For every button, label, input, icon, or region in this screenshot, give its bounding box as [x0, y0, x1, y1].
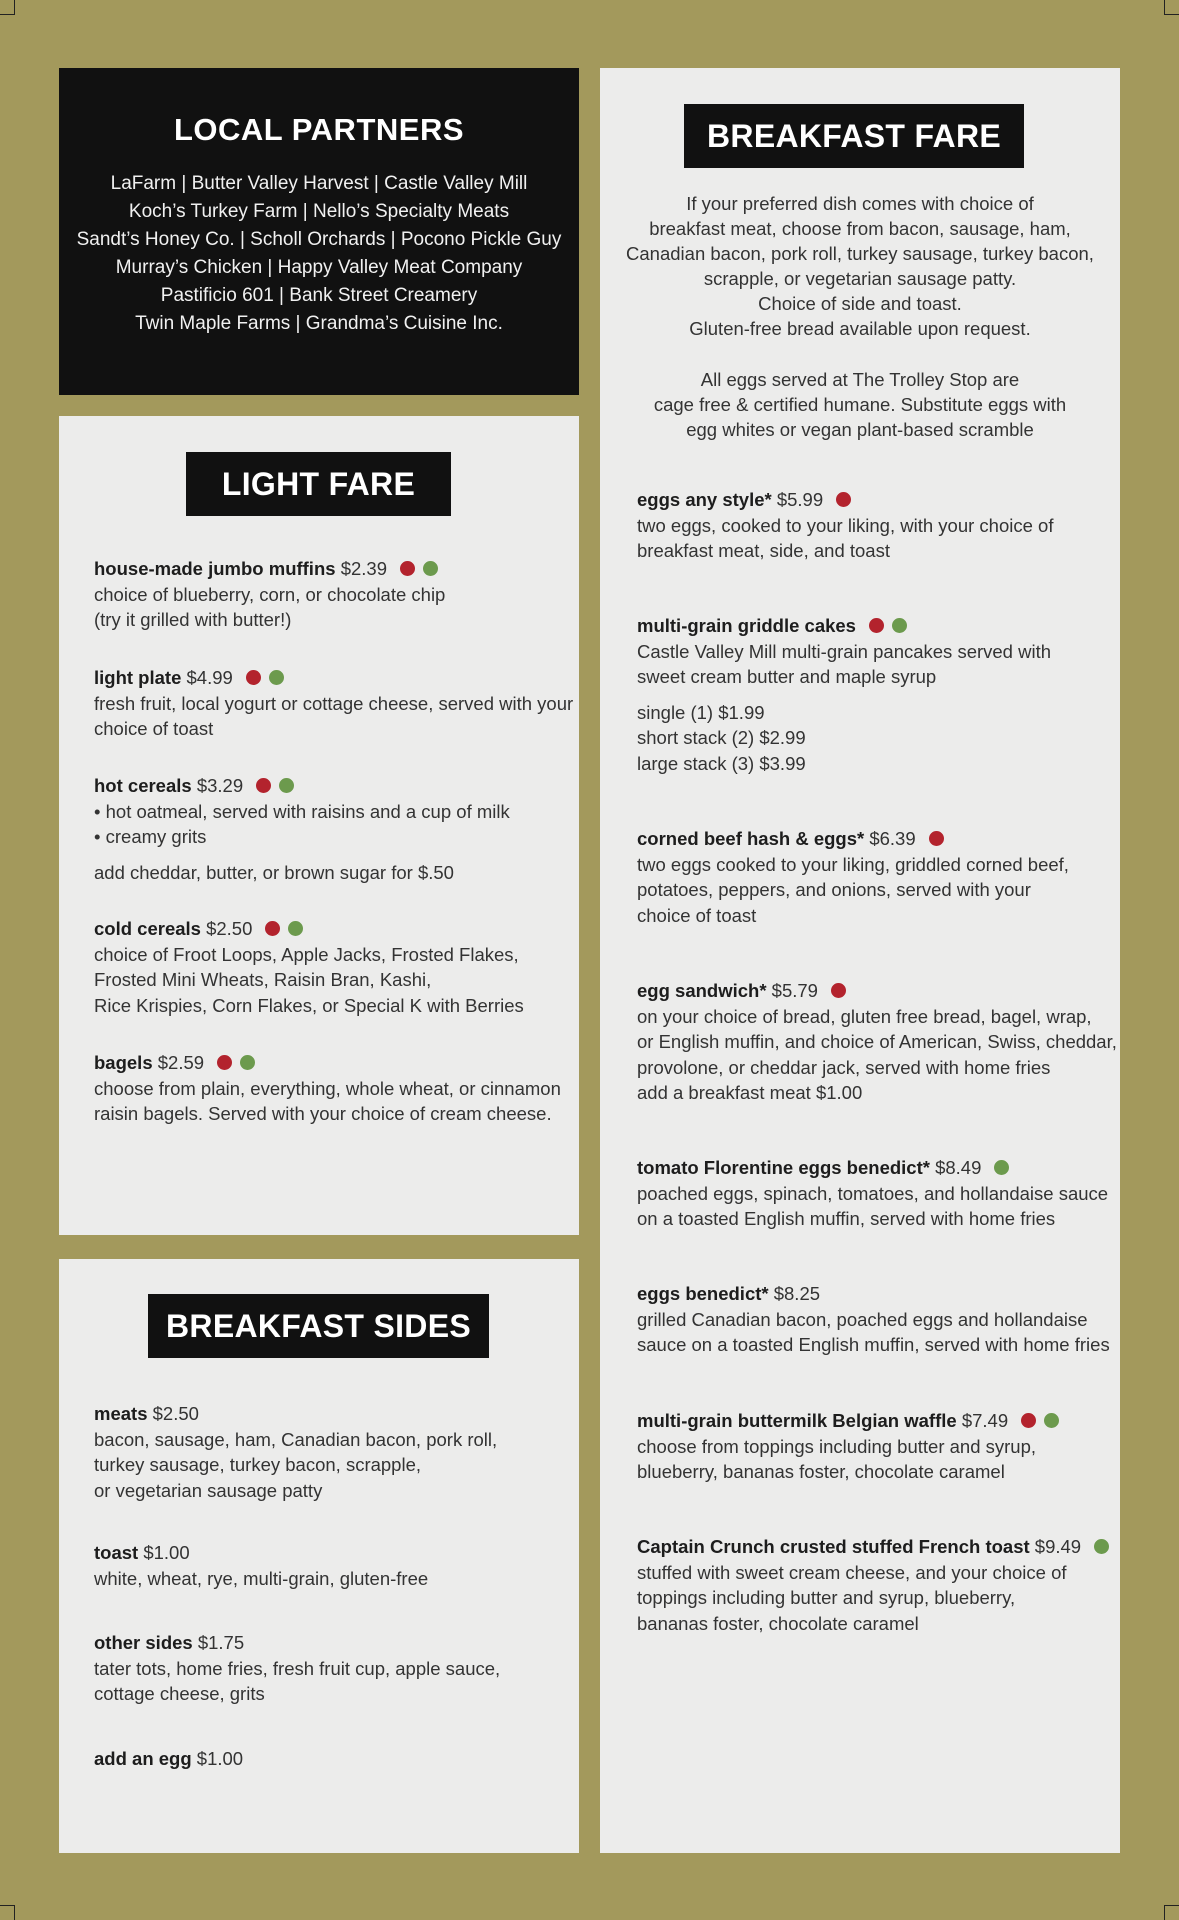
- item-description-line: choice of toast: [637, 904, 757, 926]
- item-description-line: or English muffin, and choice of American, Swiss, cheddar,: [637, 1031, 1117, 1052]
- breakfast-sides-panel: [59, 1259, 579, 1853]
- crop-mark-bottom-right: [1164, 1905, 1179, 1920]
- item-description-line: choose from toppings including butter and syrup,: [637, 1435, 1037, 1457]
- item-description-line: grilled Canadian bacon, poached eggs and hollandaise: [637, 1308, 1088, 1330]
- item-description-line: on your choice of bread, gluten free bread, bagel, wrap,: [637, 1005, 1092, 1027]
- red-dot-icon: [246, 670, 261, 685]
- intro-line: breakfast meat, choose from bacon, sausage, ham,: [649, 218, 1071, 239]
- eggs-note: [600, 367, 1120, 442]
- menu-item-captain-crunch-french-toast: [637, 1534, 1110, 1636]
- item-name: multi-grain buttermilk Belgian waffle: [637, 1410, 957, 1431]
- item-description-line: tater tots, home fries, fresh fruit cup, apple sauce,: [94, 1657, 501, 1679]
- item-name: meats: [94, 1403, 148, 1424]
- item-price: $1.00: [196, 1748, 244, 1769]
- item-price: $5.79: [771, 980, 818, 1001]
- item-description-line: bacon, sausage, ham, Canadian bacon, pork roll,: [94, 1428, 498, 1450]
- intro-line: Gluten-free bread available upon request.: [689, 318, 1031, 339]
- item-description-line: • hot oatmeal, served with raisins and a cup of milk: [94, 800, 510, 822]
- red-dot-icon: [256, 778, 271, 793]
- item-price: $7.49: [961, 1410, 1009, 1431]
- menu-item-meats: [94, 1401, 559, 1503]
- red-dot-icon: [831, 983, 846, 998]
- partners-line: Sandt’s Honey Co. | Scholl Orchards | Pocono Pickle Guy: [76, 229, 562, 250]
- partners-line: Twin Maple Farms | Grandma’s Cuisine Inc.: [135, 313, 503, 334]
- item-name: eggs benedict*: [637, 1283, 769, 1304]
- green-dot-icon: [240, 1055, 255, 1070]
- item-description-line: bananas foster, chocolate caramel: [637, 1612, 919, 1634]
- item-heading: [94, 916, 559, 942]
- menu-item-other-sides: [94, 1630, 559, 1707]
- intro-line: If your preferred dish comes with choice of: [686, 193, 1034, 214]
- menu-item-belgian-waffle: [637, 1408, 1110, 1485]
- item-extra-line: short stack (2) $2.99: [637, 727, 806, 748]
- item-name: egg sandwich*: [637, 980, 767, 1001]
- item-description-line: choice of Froot Loops, Apple Jacks, Frosted Flakes,: [94, 943, 519, 965]
- green-dot-icon: [892, 618, 907, 633]
- menu-item-light-plate: [94, 665, 574, 742]
- item-heading: [94, 1630, 559, 1656]
- item-heading: [94, 773, 559, 799]
- item-description-line: or vegetarian sausage patty: [94, 1479, 323, 1501]
- item-heading: [637, 1155, 1110, 1181]
- green-dot-icon: [423, 561, 438, 576]
- item-price: $4.99: [186, 667, 233, 688]
- menu-item-bagels: [94, 1050, 559, 1127]
- item-extra-line: large stack (3) $3.99: [637, 752, 806, 774]
- menu-item-toast: [94, 1540, 559, 1591]
- item-name: tomato Florentine eggs benedict*: [637, 1157, 930, 1178]
- item-description-line: on a toasted English muffin, served with home fries: [637, 1208, 1056, 1229]
- crop-mark-top-left: [0, 0, 15, 15]
- item-heading: [637, 1281, 1110, 1307]
- partners-line: Murray’s Chicken | Happy Valley Meat Company: [115, 257, 523, 278]
- menu-item-add-an-egg: [94, 1746, 559, 1772]
- item-heading: [637, 826, 1110, 852]
- red-dot-icon: [929, 831, 944, 846]
- eggs-note-line: All eggs served at The Trolley Stop are: [700, 369, 1020, 390]
- item-name: toast: [94, 1542, 139, 1563]
- light-fare-title: LIGHT FARE: [186, 452, 451, 516]
- item-name: house-made jumbo muffins: [94, 558, 336, 579]
- crop-mark-top-right: [1164, 0, 1179, 15]
- item-price: $1.75: [197, 1632, 245, 1653]
- item-heading: [94, 1746, 559, 1772]
- item-description-line: white, wheat, rye, multi-grain, gluten-free: [94, 1567, 429, 1589]
- partners-line: Koch’s Turkey Farm | Nello’s Specialty Meats: [128, 201, 510, 222]
- item-description-line: (try it grilled with butter!): [94, 609, 292, 630]
- eggs-note-line: cage free & certified humane. Substitute eggs with: [653, 394, 1067, 415]
- menu-item-egg-sandwich: [637, 978, 1117, 1106]
- menu-item-multi-grain-griddle-cakes: [637, 613, 1110, 776]
- item-name: cold cereals: [94, 918, 201, 939]
- menu-item-eggs-any-style: [637, 487, 1110, 564]
- red-dot-icon: [217, 1055, 232, 1070]
- breakfast-intro: [600, 191, 1120, 341]
- item-description-line: fresh fruit, local yogurt or cottage cheese, served with your: [94, 692, 574, 714]
- item-description-line: Rice Krispies, Corn Flakes, or Special K with Berries: [94, 994, 524, 1016]
- item-description-line: choose from plain, everything, whole wheat, or cinnamon: [94, 1077, 561, 1099]
- breakfast-sides-title: BREAKFAST SIDES: [148, 1294, 489, 1358]
- item-heading: [94, 665, 559, 691]
- item-description-line: toppings including butter and syrup, blueberry,: [637, 1587, 1016, 1608]
- item-price: $2.50: [206, 918, 253, 939]
- item-description-line: two eggs, cooked to your liking, with your choice of: [637, 514, 1054, 536]
- item-heading: [637, 1408, 1110, 1434]
- green-dot-icon: [288, 921, 303, 936]
- item-description-line: add a breakfast meat $1.00: [637, 1082, 863, 1103]
- red-dot-icon: [1021, 1413, 1036, 1428]
- item-description-line: poached eggs, spinach, tomatoes, and hollandaise sauce: [637, 1182, 1109, 1204]
- menu-item-eggs-benedict: [637, 1281, 1110, 1358]
- item-price: $8.25: [773, 1283, 821, 1304]
- green-dot-icon: [994, 1160, 1009, 1175]
- item-name: corned beef hash & eggs*: [637, 828, 865, 849]
- item-heading: [637, 1534, 1110, 1560]
- item-description-line: choice of toast: [94, 718, 214, 739]
- green-dot-icon: [1044, 1413, 1059, 1428]
- local-partners-title: LOCAL PARTNERS: [173, 112, 465, 147]
- item-heading: [94, 556, 559, 582]
- item-name: bagels: [94, 1052, 153, 1073]
- item-description-line: blueberry, bananas foster, chocolate caramel: [637, 1461, 1005, 1482]
- crop-mark-bottom-left: [0, 1905, 15, 1920]
- item-description-line: Frosted Mini Wheats, Raisin Bran, Kashi,: [94, 969, 432, 990]
- item-heading: [94, 1401, 559, 1427]
- item-description-line: breakfast meat, side, and toast: [637, 540, 890, 561]
- item-description-line: potatoes, peppers, and onions, served with your: [637, 879, 1031, 900]
- green-dot-icon: [269, 670, 284, 685]
- breakfast-fare-title: BREAKFAST FARE: [684, 104, 1024, 168]
- red-dot-icon: [869, 618, 884, 633]
- red-dot-icon: [400, 561, 415, 576]
- item-name: hot cereals: [94, 775, 192, 796]
- item-description-line: choice of blueberry, corn, or chocolate chip: [94, 583, 446, 605]
- item-name: Captain Crunch crusted stuffed French toast: [637, 1536, 1030, 1557]
- item-heading: [637, 978, 1110, 1004]
- item-name: add an egg: [94, 1748, 192, 1769]
- item-price: $3.29: [196, 775, 244, 796]
- item-price: $5.99: [776, 489, 824, 510]
- item-heading: [94, 1540, 559, 1566]
- item-description-line: turkey sausage, turkey bacon, scrapple,: [94, 1454, 422, 1475]
- item-price: $8.49: [935, 1157, 982, 1178]
- item-price: $9.49: [1034, 1536, 1082, 1557]
- menu-item-hot-cereals: [94, 773, 559, 885]
- item-extra: [94, 860, 559, 886]
- item-extra-line: add cheddar, butter, or brown sugar for $.50: [94, 861, 454, 883]
- menu-item-house-made-jumbo-muffins: [94, 556, 559, 633]
- menu-item-cold-cereals: [94, 916, 559, 1018]
- item-name: multi-grain griddle cakes: [637, 615, 856, 636]
- partners-line: LaFarm | Butter Valley Harvest | Castle Valley Mill: [110, 173, 528, 194]
- item-extra-line: single (1) $1.99: [637, 701, 765, 723]
- item-name: eggs any style*: [637, 489, 772, 510]
- menu-item-corned-beef-hash-eggs: [637, 826, 1110, 928]
- local-partners-panel: [59, 68, 579, 395]
- partners-list: [59, 170, 579, 338]
- item-description-line: raisin bagels. Served with your choice of cream cheese.: [94, 1103, 552, 1124]
- item-name: other sides: [94, 1632, 193, 1653]
- intro-line: Choice of side and toast.: [758, 293, 962, 314]
- intro-line: Canadian bacon, pork roll, turkey sausage, turkey bacon,: [626, 243, 1094, 264]
- breakfast-fare-panel: [600, 68, 1120, 1853]
- item-description-line: stuffed with sweet cream cheese, and your choice of: [637, 1561, 1067, 1583]
- item-price: $6.39: [869, 828, 916, 849]
- item-description-line: provolone, or cheddar jack, served with home fries: [637, 1056, 1051, 1078]
- partners-line: Pastificio 601 | Bank Street Creamery: [160, 285, 478, 306]
- item-description-line: sauce on a toasted English muffin, served with home fries: [637, 1334, 1110, 1355]
- item-price: $2.50: [152, 1403, 199, 1424]
- item-name: light plate: [94, 667, 182, 688]
- item-heading: [637, 613, 1110, 639]
- item-price: $2.39: [340, 558, 387, 579]
- green-dot-icon: [1094, 1539, 1109, 1554]
- menu-item-tomato-florentine-eggs-benedict: [637, 1155, 1110, 1232]
- light-fare-panel: [59, 416, 579, 1235]
- eggs-note-line: egg whites or vegan plant-based scramble: [686, 419, 1034, 440]
- intro-line: scrapple, or vegetarian sausage patty.: [703, 268, 1017, 289]
- item-description-line: Castle Valley Mill multi-grain pancakes served with: [637, 640, 1052, 662]
- red-dot-icon: [265, 921, 280, 936]
- item-description-line: • creamy grits: [94, 826, 207, 847]
- item-description-line: sweet cream butter and maple syrup: [637, 666, 937, 687]
- item-heading: [637, 487, 1110, 513]
- green-dot-icon: [279, 778, 294, 793]
- item-extra: [637, 700, 1110, 777]
- item-description-line: cottage cheese, grits: [94, 1683, 265, 1704]
- item-price: $2.59: [157, 1052, 205, 1073]
- red-dot-icon: [836, 492, 851, 507]
- item-heading: [94, 1050, 559, 1076]
- item-price: $1.00: [143, 1542, 190, 1563]
- item-description-line: two eggs cooked to your liking, griddled corned beef,: [637, 853, 1069, 875]
